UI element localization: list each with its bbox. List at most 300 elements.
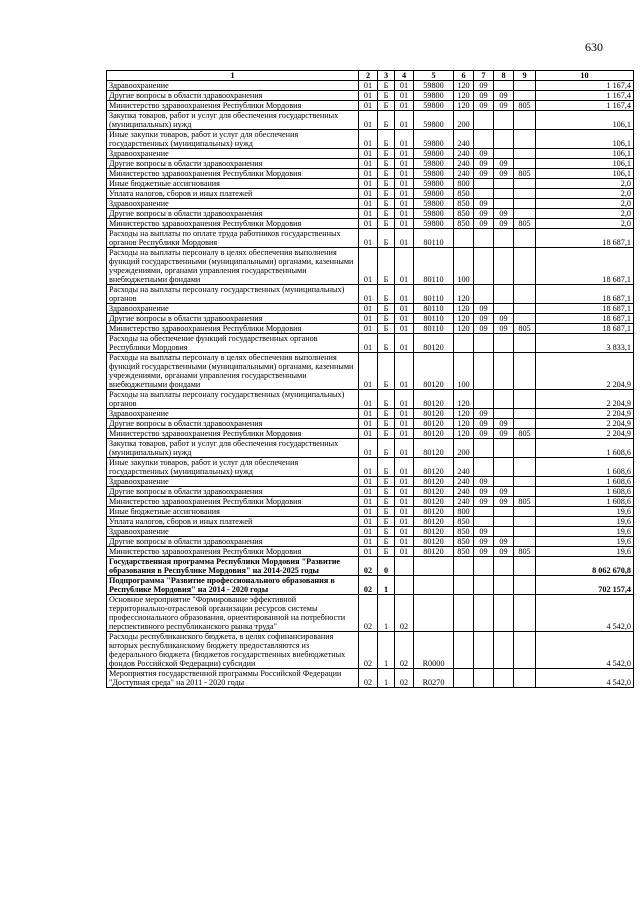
table-row	[107, 101, 634, 111]
row-code-cell: Б	[378, 439, 395, 458]
row-code-cell: 01	[359, 111, 378, 130]
row-code-cell: 01	[359, 497, 378, 507]
row-code-cell: 80120	[414, 547, 454, 557]
row-code-cell: Б	[378, 209, 395, 219]
row-code-cell: 59800	[414, 159, 454, 169]
row-name-cell: Другие вопросы в области здравоохранения	[107, 159, 359, 169]
row-code-cell: 01	[395, 91, 414, 101]
row-code-cell: 850	[454, 199, 474, 209]
row-code-cell: 01	[395, 353, 414, 390]
column-header: 5	[414, 71, 454, 81]
row-code-cell: 01	[395, 189, 414, 199]
row-code-cell: 120	[454, 101, 474, 111]
row-code-cell: Б	[378, 497, 395, 507]
row-code-cell	[395, 576, 414, 595]
row-code-cell	[514, 487, 536, 497]
row-code-cell	[474, 285, 494, 304]
row-code-cell: 0	[378, 557, 395, 576]
row-code-cell	[514, 477, 536, 487]
row-code-cell: 01	[359, 409, 378, 419]
row-amount-cell: 2 204,9	[536, 353, 634, 390]
row-code-cell: 805	[514, 497, 536, 507]
row-amount-cell: 2,0	[536, 189, 634, 199]
column-header: 9	[514, 71, 536, 81]
column-header: 3	[378, 71, 395, 81]
row-code-cell	[494, 632, 514, 669]
row-code-cell: 01	[395, 199, 414, 209]
row-code-cell: Б	[378, 334, 395, 353]
row-code-cell: 80120	[414, 334, 454, 353]
row-code-cell: 01	[395, 324, 414, 334]
row-code-cell: 850	[454, 209, 474, 219]
row-code-cell: 01	[359, 419, 378, 429]
row-name-cell: Другие вопросы в области здравоохранения	[107, 537, 359, 547]
row-amount-cell: 19,6	[536, 517, 634, 527]
row-code-cell: 01	[359, 507, 378, 517]
table-row	[107, 81, 634, 91]
row-name-cell: Здравоохранение	[107, 304, 359, 314]
row-code-cell	[494, 458, 514, 477]
row-code-cell	[494, 595, 514, 632]
row-name-cell: Другие вопросы в области здравоохранения	[107, 419, 359, 429]
row-code-cell: 01	[359, 429, 378, 439]
row-code-cell: 59800	[414, 81, 454, 91]
row-code-cell	[494, 304, 514, 314]
row-code-cell: 01	[395, 487, 414, 497]
row-code-cell: 120	[454, 429, 474, 439]
row-code-cell: Б	[378, 229, 395, 248]
row-code-cell: 120	[454, 390, 474, 409]
row-code-cell	[514, 632, 536, 669]
row-code-cell	[514, 595, 536, 632]
row-code-cell: 240	[454, 458, 474, 477]
row-name-cell: Министерство здравоохранения Республики Мордовия	[107, 169, 359, 179]
row-code-cell: 01	[359, 334, 378, 353]
row-amount-cell: 1 167,4	[536, 91, 634, 101]
row-amount-cell: 18 687,1	[536, 229, 634, 248]
row-code-cell: 01	[359, 219, 378, 229]
row-code-cell	[514, 390, 536, 409]
row-amount-cell: 106,1	[536, 130, 634, 149]
column-header: 4	[395, 71, 414, 81]
row-code-cell	[494, 334, 514, 353]
row-code-cell: 01	[359, 314, 378, 324]
row-code-cell: 01	[395, 304, 414, 314]
row-name-cell: Расходы на выплаты персоналу государственных (муниципальных) органов	[107, 285, 359, 304]
row-amount-cell: 2,0	[536, 219, 634, 229]
row-code-cell	[494, 669, 514, 688]
row-code-cell: 1	[378, 632, 395, 669]
row-name-cell: Другие вопросы в области здравоохранения	[107, 314, 359, 324]
row-code-cell: 80120	[414, 409, 454, 419]
table-row	[107, 285, 634, 304]
row-code-cell: 02	[395, 595, 414, 632]
row-code-cell: 02	[359, 595, 378, 632]
row-code-cell	[494, 111, 514, 130]
row-code-cell: 09	[474, 314, 494, 324]
row-code-cell: 09	[474, 159, 494, 169]
page-number: 630	[585, 40, 603, 54]
row-code-cell: Б	[378, 149, 395, 159]
row-amount-cell: 4 542,0	[536, 595, 634, 632]
row-amount-cell: 1 167,4	[536, 81, 634, 91]
row-code-cell: 09	[494, 169, 514, 179]
row-amount-cell: 3 833,1	[536, 334, 634, 353]
row-name-cell: Расходы на выплаты персоналу государственных (муниципальных) органов	[107, 390, 359, 409]
row-code-cell: 01	[395, 159, 414, 169]
row-code-cell	[514, 149, 536, 159]
row-code-cell: 59800	[414, 199, 454, 209]
row-code-cell: 59800	[414, 91, 454, 101]
row-code-cell: 59800	[414, 111, 454, 130]
row-code-cell	[414, 576, 454, 595]
table-row	[107, 334, 634, 353]
row-code-cell: 09	[474, 477, 494, 487]
row-code-cell: 09	[494, 209, 514, 219]
row-code-cell: 01	[395, 547, 414, 557]
row-code-cell	[414, 595, 454, 632]
row-name-cell: Расходы на выплаты персоналу в целях обеспечения выполнения функций государственными (муниципальными) органами, казенными учреждениями, органами управления государственными внебюджетными фондами	[107, 353, 359, 390]
row-code-cell: 01	[395, 409, 414, 419]
row-code-cell: 01	[395, 537, 414, 547]
row-code-cell: 80110	[414, 304, 454, 314]
row-code-cell	[494, 517, 514, 527]
row-code-cell: 01	[359, 517, 378, 527]
row-code-cell	[474, 189, 494, 199]
row-code-cell	[494, 130, 514, 149]
row-name-cell: Министерство здравоохранения Республики Мордовия	[107, 547, 359, 557]
row-name-cell: Подпрограмма "Развитие профессионального образования в Республике Мордовия" на 2014 - 2020 годы	[107, 576, 359, 595]
row-code-cell: 240	[454, 149, 474, 159]
row-code-cell: 01	[359, 209, 378, 219]
row-code-cell: 240	[454, 477, 474, 487]
row-code-cell: 09	[474, 209, 494, 219]
row-amount-cell: 4 542,0	[536, 632, 634, 669]
row-amount-cell: 18 687,1	[536, 314, 634, 324]
row-code-cell	[474, 595, 494, 632]
row-code-cell: 09	[474, 304, 494, 314]
row-code-cell: 850	[454, 547, 474, 557]
row-code-cell: Б	[378, 285, 395, 304]
row-code-cell: 01	[395, 248, 414, 285]
row-code-cell: 09	[474, 487, 494, 497]
table-row	[107, 248, 634, 285]
row-code-cell: 80120	[414, 458, 454, 477]
row-amount-cell: 18 687,1	[536, 324, 634, 334]
row-code-cell	[494, 409, 514, 419]
row-code-cell: 01	[395, 439, 414, 458]
table-row	[107, 314, 634, 324]
row-code-cell: 120	[454, 81, 474, 91]
table-row	[107, 149, 634, 159]
row-code-cell: 01	[359, 458, 378, 477]
row-code-cell: 01	[359, 324, 378, 334]
row-code-cell: 80120	[414, 390, 454, 409]
row-code-cell: Б	[378, 324, 395, 334]
row-code-cell: 805	[514, 219, 536, 229]
row-code-cell: 240	[454, 130, 474, 149]
row-code-cell: 80120	[414, 487, 454, 497]
row-code-cell: 01	[359, 189, 378, 199]
row-code-cell: 09	[474, 324, 494, 334]
row-name-cell: Мероприятия государственной программы Российской Федерации "Доступная среда" на 2011 - 2020 годы	[107, 669, 359, 688]
row-code-cell: R0270	[414, 669, 454, 688]
row-code-cell: 1	[378, 595, 395, 632]
row-code-cell: Б	[378, 314, 395, 324]
row-code-cell: 240	[454, 497, 474, 507]
row-code-cell	[474, 334, 494, 353]
table-row	[107, 517, 634, 527]
column-header: 2	[359, 71, 378, 81]
row-code-cell: 01	[395, 527, 414, 537]
table-header-row	[107, 71, 634, 81]
row-code-cell: Б	[378, 458, 395, 477]
row-code-cell	[494, 557, 514, 576]
row-code-cell: 01	[359, 304, 378, 314]
row-code-cell: 80120	[414, 497, 454, 507]
row-code-cell: 100	[454, 248, 474, 285]
row-code-cell	[494, 576, 514, 595]
table-row	[107, 669, 634, 688]
table-row	[107, 557, 634, 576]
row-code-cell: 80120	[414, 527, 454, 537]
row-code-cell	[474, 390, 494, 409]
row-code-cell: 02	[359, 576, 378, 595]
table-row	[107, 537, 634, 547]
row-code-cell: 09	[494, 537, 514, 547]
row-code-cell: 01	[395, 314, 414, 324]
row-amount-cell: 1 608,6	[536, 487, 634, 497]
table-row	[107, 595, 634, 632]
row-name-cell: Расходы на выплаты персоналу в целях обеспечения выполнения функций государственными (муниципальными) органами, казенными учреждениями, органами управления государственными внебюджетными фондами	[107, 248, 359, 285]
row-code-cell: Б	[378, 130, 395, 149]
table-row	[107, 477, 634, 487]
row-name-cell: Иные закупки товаров, работ и услуг для обеспечения государственных (муниципальных) нужд	[107, 130, 359, 149]
row-amount-cell: 2 204,9	[536, 429, 634, 439]
table-row	[107, 219, 634, 229]
row-code-cell: 80120	[414, 507, 454, 517]
table-row	[107, 439, 634, 458]
row-name-cell: Здравоохранение	[107, 409, 359, 419]
row-code-cell: 1	[378, 669, 395, 688]
table-row	[107, 159, 634, 169]
row-code-cell	[514, 537, 536, 547]
row-code-cell	[514, 314, 536, 324]
row-code-cell	[514, 285, 536, 304]
row-name-cell: Уплата налогов, сборов и иных платежей	[107, 517, 359, 527]
row-code-cell	[474, 517, 494, 527]
row-code-cell: 01	[359, 91, 378, 101]
row-code-cell: 02	[395, 632, 414, 669]
row-code-cell: 01	[395, 458, 414, 477]
row-code-cell	[514, 439, 536, 458]
row-code-cell	[514, 458, 536, 477]
row-amount-cell: 702 157,4	[536, 576, 634, 595]
table-row	[107, 324, 634, 334]
row-code-cell: 09	[474, 419, 494, 429]
row-code-cell: 01	[359, 159, 378, 169]
row-code-cell: 59800	[414, 209, 454, 219]
row-code-cell: 850	[454, 189, 474, 199]
row-code-cell	[494, 189, 514, 199]
row-code-cell	[474, 130, 494, 149]
row-code-cell: 09	[474, 149, 494, 159]
row-code-cell: Б	[378, 390, 395, 409]
row-code-cell: 80120	[414, 517, 454, 527]
row-name-cell: Иные закупки товаров, работ и услуг для обеспечения государственных (муниципальных) нужд	[107, 458, 359, 477]
row-name-cell: Министерство здравоохранения Республики Мордовия	[107, 101, 359, 111]
row-code-cell: 850	[454, 219, 474, 229]
row-name-cell: Министерство здравоохранения Республики Мордовия	[107, 219, 359, 229]
row-code-cell: Б	[378, 547, 395, 557]
row-code-cell: 02	[359, 632, 378, 669]
row-code-cell: 09	[474, 219, 494, 229]
row-code-cell: 01	[395, 285, 414, 304]
row-code-cell: 80120	[414, 537, 454, 547]
row-amount-cell: 2,0	[536, 199, 634, 209]
table-row	[107, 487, 634, 497]
table-row	[107, 353, 634, 390]
row-amount-cell: 1 167,4	[536, 101, 634, 111]
row-amount-cell: 19,6	[536, 537, 634, 547]
row-code-cell	[494, 527, 514, 537]
row-code-cell: Б	[378, 199, 395, 209]
row-code-cell	[514, 557, 536, 576]
row-code-cell: 80110	[414, 229, 454, 248]
row-code-cell: 01	[359, 390, 378, 409]
row-code-cell: 59800	[414, 189, 454, 199]
row-code-cell: 01	[395, 477, 414, 487]
row-code-cell: 200	[454, 439, 474, 458]
table-row	[107, 547, 634, 557]
row-code-cell: 120	[454, 285, 474, 304]
table-row	[107, 169, 634, 179]
table-row	[107, 179, 634, 189]
row-code-cell: Б	[378, 477, 395, 487]
row-code-cell	[514, 248, 536, 285]
row-code-cell	[474, 557, 494, 576]
row-code-cell: 805	[514, 547, 536, 557]
row-code-cell: 09	[494, 497, 514, 507]
row-code-cell: 01	[395, 229, 414, 248]
table-row	[107, 527, 634, 537]
row-amount-cell: 18 687,1	[536, 248, 634, 285]
row-code-cell: 09	[494, 101, 514, 111]
row-name-cell: Иные бюджетные ассигнования	[107, 179, 359, 189]
row-name-cell: Здравоохранение	[107, 149, 359, 159]
row-code-cell: 120	[454, 304, 474, 314]
row-code-cell: 240	[454, 159, 474, 169]
row-code-cell: 850	[454, 537, 474, 547]
row-code-cell	[454, 229, 474, 248]
row-code-cell	[514, 159, 536, 169]
row-code-cell: 09	[474, 169, 494, 179]
row-code-cell	[494, 285, 514, 304]
row-code-cell	[494, 507, 514, 517]
row-code-cell: 80120	[414, 477, 454, 487]
row-amount-cell: 106,1	[536, 169, 634, 179]
row-amount-cell: 18 687,1	[536, 304, 634, 314]
row-code-cell	[454, 334, 474, 353]
row-code-cell: 01	[359, 487, 378, 497]
row-code-cell: 09	[474, 81, 494, 91]
row-code-cell: 01	[359, 285, 378, 304]
table-row	[107, 130, 634, 149]
row-code-cell: Б	[378, 353, 395, 390]
row-code-cell: 805	[514, 101, 536, 111]
budget-table	[106, 70, 634, 688]
row-code-cell: 09	[474, 429, 494, 439]
row-code-cell: 01	[359, 527, 378, 537]
row-code-cell: Б	[378, 219, 395, 229]
row-code-cell	[514, 419, 536, 429]
row-code-cell: 80110	[414, 324, 454, 334]
row-code-cell: 02	[359, 557, 378, 576]
row-code-cell: 80120	[414, 353, 454, 390]
row-name-cell: Расходы республиканского бюджета, в целях софинансирования которых республиканскому бюджету предоставляются из федерального бюджета (бюджетов государственных внебюджетных фондов Российской Федерации) субсидии	[107, 632, 359, 669]
table-row	[107, 419, 634, 429]
row-code-cell: 09	[494, 314, 514, 324]
row-code-cell	[454, 632, 474, 669]
row-code-cell: 850	[454, 527, 474, 537]
row-code-cell	[474, 439, 494, 458]
row-code-cell: 09	[494, 159, 514, 169]
row-code-cell: 120	[454, 419, 474, 429]
row-code-cell: 240	[454, 487, 474, 497]
row-code-cell: 01	[359, 179, 378, 189]
row-code-cell: 09	[474, 547, 494, 557]
row-code-cell: 200	[454, 111, 474, 130]
row-code-cell	[474, 669, 494, 688]
column-header: 1	[107, 71, 359, 81]
row-name-cell: Здравоохранение	[107, 81, 359, 91]
row-code-cell: 59800	[414, 130, 454, 149]
row-code-cell: 80120	[414, 439, 454, 458]
row-code-cell	[514, 304, 536, 314]
row-code-cell	[514, 209, 536, 219]
row-code-cell: 01	[359, 169, 378, 179]
row-code-cell	[514, 527, 536, 537]
row-code-cell: 805	[514, 169, 536, 179]
row-amount-cell: 1 608,6	[536, 439, 634, 458]
row-code-cell: Б	[378, 169, 395, 179]
column-header: 6	[454, 71, 474, 81]
row-code-cell: 01	[359, 199, 378, 209]
row-code-cell	[494, 439, 514, 458]
table-row	[107, 576, 634, 595]
row-code-cell	[494, 353, 514, 390]
row-code-cell	[494, 199, 514, 209]
row-code-cell	[514, 130, 536, 149]
table-row	[107, 632, 634, 669]
row-code-cell: 01	[395, 179, 414, 189]
row-code-cell: 01	[359, 537, 378, 547]
row-name-cell: Другие вопросы в области здравоохранения	[107, 487, 359, 497]
table-row	[107, 458, 634, 477]
table-row	[107, 304, 634, 314]
row-code-cell: 01	[395, 219, 414, 229]
row-code-cell: 01	[359, 130, 378, 149]
row-code-cell: 01	[395, 149, 414, 159]
row-code-cell: 01	[395, 111, 414, 130]
row-code-cell: 120	[454, 91, 474, 101]
row-code-cell: 59800	[414, 101, 454, 111]
row-code-cell	[514, 111, 536, 130]
row-name-cell: Основное мероприятие "Формирование эффективной территориально-отраслевой организации ресурсов системы профессионального образования, ориентированной на потребности перспективного республиканского рынка труда"	[107, 595, 359, 632]
table-row	[107, 189, 634, 199]
row-code-cell: Б	[378, 517, 395, 527]
row-name-cell: Закупка товаров, работ и услуг для обеспечения государственных (муниципальных) нужд	[107, 111, 359, 130]
